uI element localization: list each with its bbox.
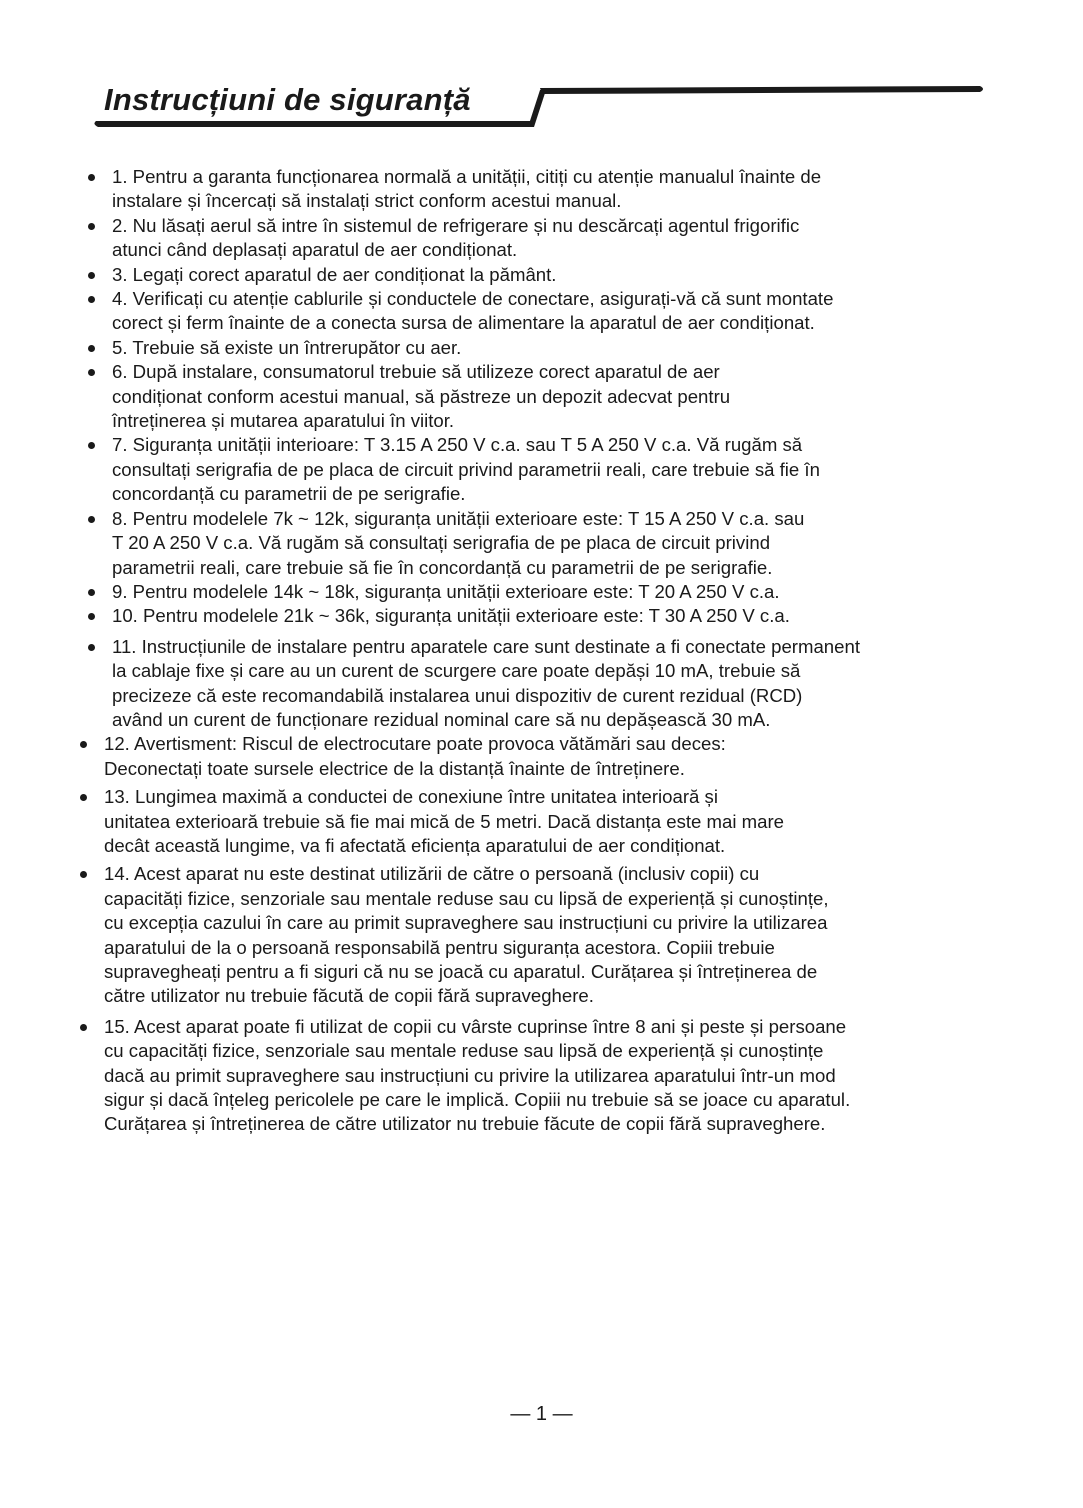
bullet-icon <box>88 589 95 596</box>
safety-instructions-list <box>88 165 1008 1137</box>
list-item-5 <box>88 336 1008 360</box>
item-line: 11. Instrucțiunile de instalare pentru aparatele care sunt destinate a fi conectate permanent <box>112 635 860 657</box>
item-line: corect și ferm înainte de a conecta sursa de alimentare la aparatul de aer condiționat. <box>112 312 815 334</box>
list-item-6 <box>88 360 1008 433</box>
list-item-11 <box>88 635 1008 733</box>
item-line: 13. Lungimea maximă a conductei de conexiune între unitatea interioară și <box>104 786 718 808</box>
item-line: concordanță cu parametrii de pe serigrafie. <box>112 483 466 505</box>
item-line: atunci când deplasați aparatul de aer condiționat. <box>112 239 518 261</box>
item-line: 4. Verificați cu atenție cablurile și conductele de conectare, asigurați-vă că sunt montate <box>112 288 834 310</box>
item-line: consultați serigrafia de pe placa de circuit privind parametrii reali, care trebuie să fie în <box>112 458 820 480</box>
item-line: 14. Acest aparat nu este destinat utilizării de către o persoană (inclusiv copii) cu <box>104 863 760 885</box>
list-item-1 <box>88 165 1008 214</box>
item-line: 6. După instalare, consumatorul trebuie să utilizeze corect aparatul de aer <box>112 361 720 383</box>
item-line: 1. Pentru a garanta funcționarea normală a unității, citiți cu atenție manualul înainte de <box>112 166 822 187</box>
item-line: T 20 A 250 V c.a. Vă rugăm să consultați serigrafia de pe placa de circuit privind <box>112 532 771 554</box>
bullet-icon <box>88 296 95 303</box>
bullet-icon <box>88 174 95 181</box>
item-line: întreținerea și mutarea aparatului în viitor. <box>112 410 455 432</box>
list-item-10 <box>88 604 1008 628</box>
list-item-15 <box>80 1015 1000 1137</box>
item-line: la cablaje fixe și care au un curent de scurgere care poate depăși 10 mA, trebuie să <box>112 660 801 682</box>
section-header <box>90 80 990 132</box>
item-line: 2. Nu lăsați aerul să intre în sistemul de refrigerare și nu descărcați agentul frigorific <box>112 214 800 236</box>
item-line: decât această lungime, va fi afectată eficiența aparatului de aer condiționat. <box>104 834 726 856</box>
item-line: condiționat conform acestui manual, să păstreze un depozit adecvat pentru <box>112 385 731 407</box>
list-item-3 <box>88 263 1008 287</box>
item-line: 8. Pentru modelele 7k ~ 12k, siguranța unității exterioare este: T 15 A 250 V c.a. sau <box>112 507 805 529</box>
list-item-4 <box>88 287 1008 336</box>
item-line: cu capacități fizice, senzoriale sau mentale reduse sau lipsă de experiență și cunoștințe <box>104 1040 824 1062</box>
item-line: cu excepția cazului în care au primit supraveghere sau instrucțiuni cu privire la utilizarea <box>104 912 828 934</box>
item-line: precizeze că este recomandabilă instalarea unui dispozitiv de curent rezidual (RCD) <box>112 684 803 706</box>
list-item-8 <box>88 507 1008 580</box>
item-line: sigur și dacă înțeleg pericolele pe care le implică. Copiii nu trebuie să se joace cu aparatul. <box>104 1089 851 1111</box>
item-line: parametrii reali, care trebuie să fie în concordanță cu parametrii de pe serigrafie. <box>112 556 773 578</box>
item-line: capacități fizice, senzoriale sau mentale reduse sau cu lipsă de experiență și cunoștințe, <box>104 887 829 909</box>
item-line: dacă au primit supraveghere sau instrucțiuni cu privire la utilizarea aparatului într-un mod <box>104 1064 836 1086</box>
bullet-icon <box>80 871 87 878</box>
list-item-12 <box>80 732 1000 781</box>
list-item-9 <box>88 580 1008 604</box>
bullet-icon <box>80 794 87 801</box>
item-line: 9. Pentru modelele 14k ~ 18k, siguranța unității exterioare este: T 20 A 250 V c.a. <box>112 580 780 602</box>
item-line: 10. Pentru modelele 21k ~ 36k, siguranța unității exterioare este: T 30 A 250 V c.a. <box>112 605 790 627</box>
item-line: Deconectați toate sursele electrice de la distanță înainte de întreținere. <box>104 757 685 779</box>
item-line: instalare și încercați să instalați strict conform acestui manual. <box>112 190 622 212</box>
bullet-icon <box>88 644 95 651</box>
bullet-icon <box>88 516 95 523</box>
item-line: 12. Avertisment: Riscul de electrocutare poate provoca vătămări sau deces: <box>104 733 726 755</box>
item-line: aparatului de la o persoană responsabilă pentru siguranța acestora. Copiii trebuie <box>104 936 775 958</box>
item-line: către utilizator nu trebuie făcută de copii fără supraveghere. <box>104 985 594 1007</box>
item-line: Curățarea și întreținerea de către utilizator nu trebuie făcute de copii fără supraveghere. <box>104 1113 826 1135</box>
bullet-icon <box>88 272 95 279</box>
bullet-icon <box>80 741 87 748</box>
bullet-icon <box>88 369 95 376</box>
item-line: 15. Acest aparat poate fi utilizat de copii cu vârste cuprinse între 8 ani și peste și persoane <box>104 1015 847 1037</box>
bullet-icon <box>88 345 95 352</box>
item-line: având un curent de funcționare rezidual nominal care să nu depășească 30 mA. <box>112 708 771 730</box>
item-line: 3. Legați corect aparatul de aer condiționat la pământ. <box>112 263 557 285</box>
bullet-icon <box>88 613 95 620</box>
list-item-13 <box>80 785 1000 858</box>
page-title: Instrucțiuni de siguranță <box>104 82 471 117</box>
item-line: supravegheați pentru a fi siguri că nu se joacă cu aparatul. Curățarea și întreținerea de <box>104 961 818 982</box>
page-number: — 1 — <box>510 1403 573 1425</box>
bullet-icon <box>88 442 95 449</box>
item-line: 5. Trebuie să existe un întrerupător cu aer. <box>112 336 462 358</box>
item-line: unitatea exterioară trebuie să fie mai mică de 5 metri. Dacă distanța este mai mare <box>104 810 785 832</box>
list-item-2 <box>88 214 1008 263</box>
list-item-14 <box>80 862 1000 1008</box>
list-item-7 <box>88 433 1008 506</box>
bullet-icon <box>88 223 95 230</box>
item-line: 7. Siguranța unității interioare: T 3.15 A 250 V c.a. sau T 5 A 250 V c.a. Vă rugăm să <box>112 434 803 456</box>
bullet-icon <box>80 1024 87 1031</box>
